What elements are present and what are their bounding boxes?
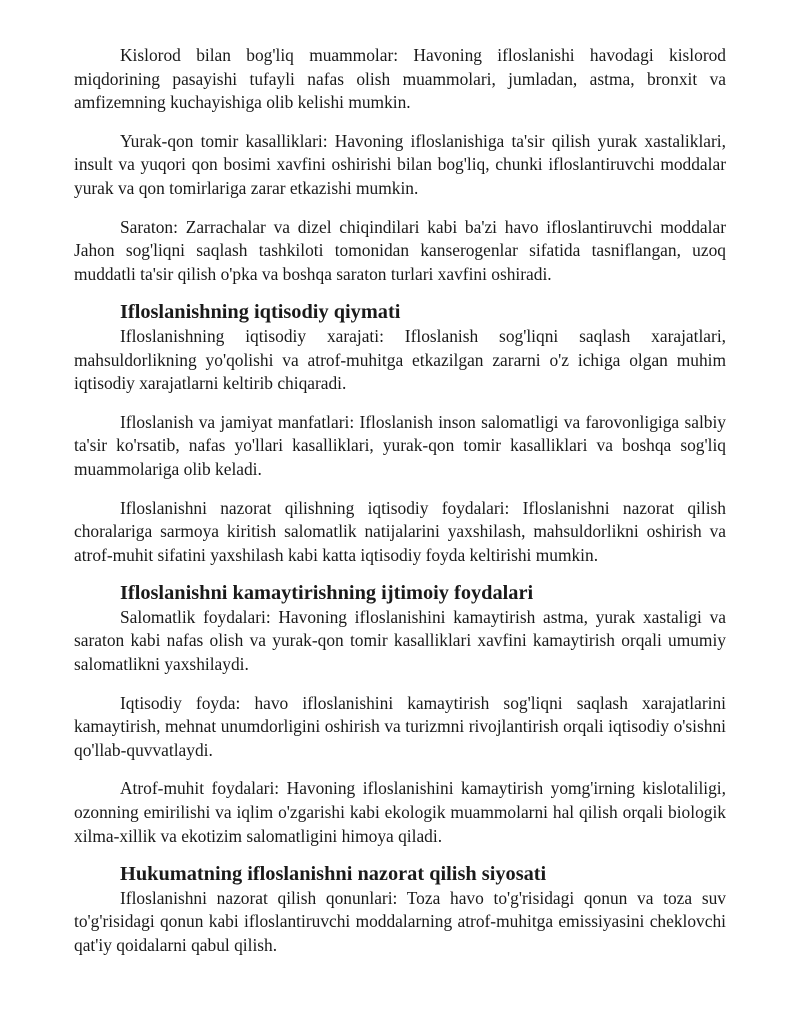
paragraph-economic-benefits: Ifloslanishni nazorat qilishning iqtisodiy foydalari: Ifloslanishni nazorat qilish choralariga sarmoya kiritish salomatlik natijalarini yaxshilash, mahsuldorlikni oshirish va atrof-muhit sifatini yaxshilash kabi katta iqtisodiy foyda keltirishi mumkin. bbox=[74, 497, 726, 565]
paragraph-environment-benefits: Atrof-muhit foydalari: Havoning ifloslanishini kamaytirish yomg'irning kislotaliligi, ozonning emirilishi va iqlim o'zgarishi kabi ekologik muammolarni hal qilish orqali biologik xilma-xillik va ekotizim salomatligini himoya qiladi. bbox=[74, 778, 726, 846]
heading-economic-cost: Ifloslanishning iqtisodiy qiymati bbox=[120, 301, 401, 324]
paragraph-cardiovascular: Yurak-qon tomir kasalliklari: Havoning ifloslanishiga ta'sir qilish yurak xastaliklari, insult va yuqori qon bosimi xavfini oshirishi bilan bog'liq, chunki ifloslantiruvchi moddalar yurak va qon tomirlariga zarar etkazishi mumkin. bbox=[74, 130, 726, 198]
paragraph-cancer: Saraton: Zarrachalar va dizel chiqindilari kabi ba'zi havo ifloslantiruvchi moddalar Jahon sog'liqni saqlash tashkiloti tomonidan kanserogenlar sifatida tasniflangan, uzoq muddatli ta'sir qilish o'pka va boshqa saraton turlari xavfini oshiradi. bbox=[74, 216, 726, 284]
paragraph-pollution-laws: Ifloslanishni nazorat qilish qonunlari: Toza havo to'g'risidagi qonun va toza suv to'g'risidagi qonun kabi ifloslantiruvchi moddalarning atrof-muhitga emissiyasini cheklovchi qat'iy qoidalarni qabul qilish. bbox=[74, 887, 726, 955]
paragraph-health-benefits: Salomatlik foydalari: Havoning ifloslanishini kamaytirish astma, yurak xastaligi va saraton kabi nafas olish va yurak-qon tomir kasalliklari xavfini kamaytirish orqali umumiy salomatlikni yaxshilaydi. bbox=[74, 606, 726, 675]
document-page bbox=[74, 44, 726, 973]
paragraph-economic-gain: Iqtisodiy foyda: havo ifloslanishini kamaytirish sog'liqni saqlash xarajatlarini kamaytirish, mehnat unumdorligini oshirish va turizmni rivojlantirish orqali iqtisodiy o'sishni qo'llab-quvvatlaydi. bbox=[74, 692, 726, 760]
heading-government-policy: Hukumatning ifloslanishni nazorat qilish siyosati bbox=[120, 863, 547, 886]
paragraph-oxygen-problems: Kislorod bilan bog'liq muammolar: Havoning ifloslanishi havodagi kislorod miqdorining pasayishi tufayli nafas olish muammolari, jumladan, astma, bronxit va amfizemning kuchayishiga olib kelishi mumkin. bbox=[74, 45, 726, 113]
paragraph-economic-cost: Ifloslanishning iqtisodiy xarajati: Ifloslanish sog'liqni saqlash xarajatlari, mahsuldorlikning yo'qolishi va atrof-muhitga etkazilgan zararni o'z ichiga olgan muhim iqtisodiy xarajatlarni keltirib chiqaradi. bbox=[74, 325, 726, 394]
paragraph-society-interests: Ifloslanish va jamiyat manfatlari: Ifloslanish inson salomatligi va farovonligiga salbiy ta'sir ko'rsatib, nafas yo'llari kasalliklari, yurak-qon tomir kasalliklari va boshqa sog'liq muammolariga olib keladi. bbox=[74, 411, 726, 479]
heading-social-benefits: Ifloslanishni kamaytirishning ijtimoiy foydalari bbox=[120, 582, 534, 605]
